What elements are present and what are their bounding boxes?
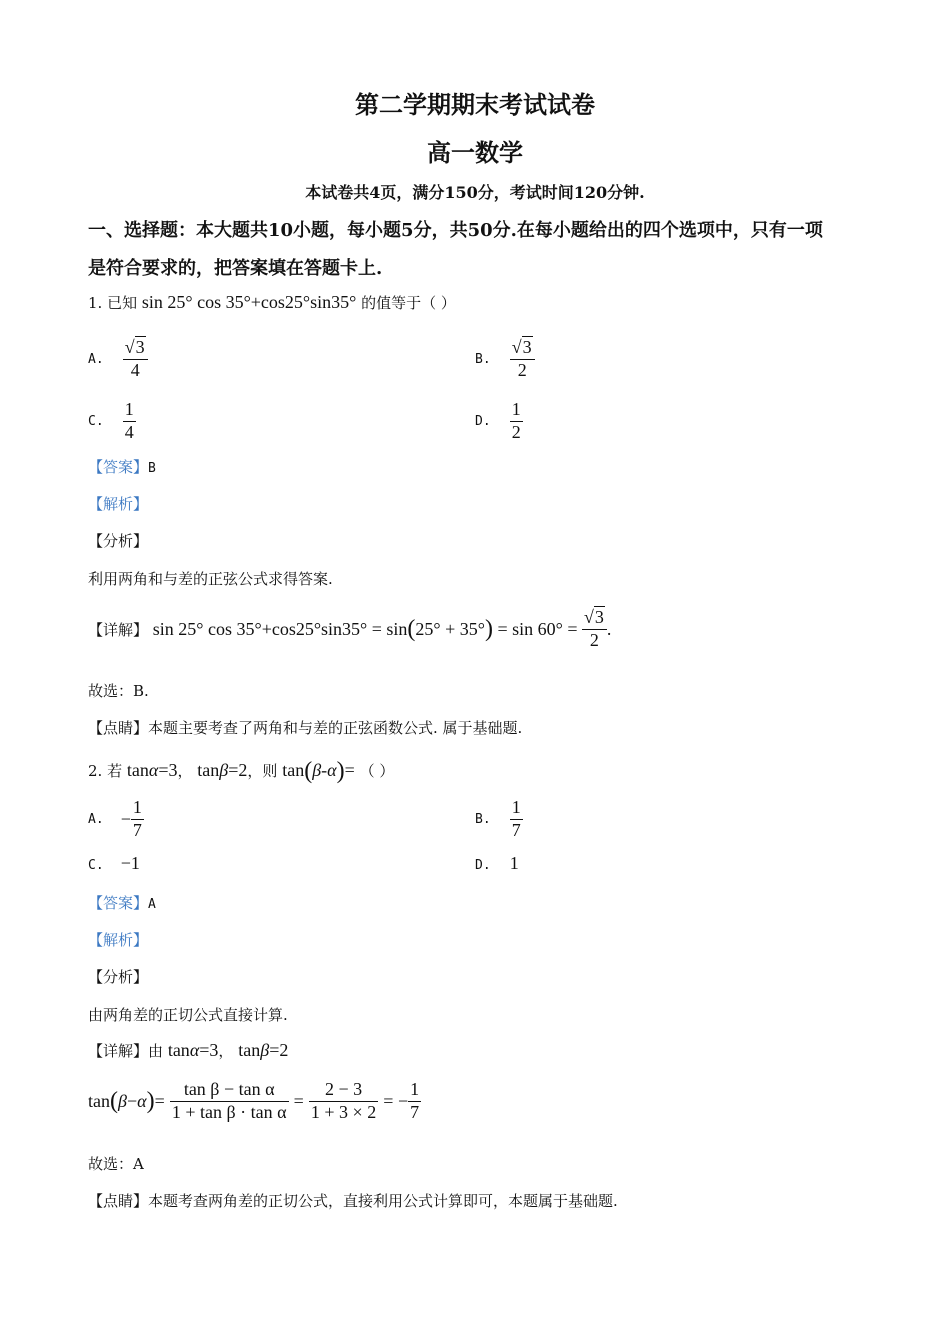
detail-tag: 【详解】 (88, 620, 149, 639)
denominator: 1 + 3 × 2 (310, 1101, 377, 1122)
denominator: 7 (132, 819, 142, 840)
radicand: 3 (135, 337, 145, 357)
section-heading-line1: 一、选择题：本大题共10小题，每小题5分，共50分.在每小题给出的四个选项中，只有一项 (88, 220, 823, 241)
option-value: −1 (120, 853, 140, 873)
q1-fenxi-text: 利用两角和与差的正弦公式求得答案. (88, 570, 333, 588)
q2-dianjing (88, 1190, 618, 1211)
dianjing-tag: 【点睛】 (88, 719, 149, 737)
denominator: 2 (511, 421, 521, 442)
q2-choice: 故选：A (88, 1155, 144, 1173)
q2-fenxi-tag: 【分析】 (88, 968, 149, 986)
tan-fn: tan (197, 760, 220, 780)
q1-option-d (475, 400, 523, 443)
beta-symbol: β (118, 1090, 127, 1111)
detail-end: . (606, 618, 612, 639)
equals: = (344, 760, 355, 780)
q2-analysis-tag: 【解析】 (88, 931, 149, 949)
tan-fn: tan (167, 1040, 190, 1060)
numerator: 1 (510, 798, 523, 820)
beta-symbol: β (219, 760, 229, 780)
denominator: 4 (130, 359, 140, 380)
result-sign: = − (383, 1090, 409, 1111)
denominator: 1 + tan β · tan α (171, 1101, 287, 1122)
q2-answer (88, 892, 156, 913)
q2-suffix: （ ） (359, 762, 395, 780)
you-text: 由 (148, 1042, 164, 1060)
radicand: 3 (522, 337, 532, 357)
equals: = (293, 1090, 304, 1111)
q2-option-b (475, 798, 523, 841)
q2-detail-formula: tan(β−α)= $\frac{\text{tan β − tan α}}{\text{1 + tan β · tan α}}$ = $\frac{2 - 3}{1 + 3 \times 2}$ = − $\frac{1}{7}$ (88, 1079, 420, 1122)
option-label: A. (88, 351, 104, 367)
dianjing-text: 本题主要考查了两角和与差的正弦函数公式. 属于基础题. (148, 719, 523, 737)
beta-symbol: β (312, 760, 322, 780)
q1-analysis-tag: 【解析】 (88, 495, 149, 513)
answer-tag: 【答案】 (88, 894, 149, 912)
numerator: 2 − 3 (309, 1080, 378, 1102)
tan-fn: tan (238, 1040, 261, 1060)
detail-expr-mid: = sin 60° = (492, 618, 582, 639)
equals: = (154, 1090, 165, 1111)
q2-fenxi-text: 由两角差的正切公式直接计算. (88, 1006, 288, 1024)
q1-detail: 【详解】 sin 25° cos 35°+cos25°sin35° = sin(25° + 35°) = sin 60° = $\frac{√3}{2}$ . (88, 607, 612, 650)
alpha-symbol: α (137, 1090, 147, 1111)
q1-option-b: B. $\frac{√3}{2}$ (475, 338, 535, 381)
option-label: C. (88, 413, 104, 429)
q2-prefix: 2. 若 (88, 762, 123, 780)
comma: ， (177, 762, 193, 780)
q2-option-d (475, 853, 519, 874)
detail-expr-left: sin 25° cos 35°+cos25°sin35° = sin (152, 618, 408, 639)
answer-tag: 【答案】 (88, 458, 149, 476)
alpha-symbol: α (189, 1040, 200, 1060)
q2-option-a (88, 798, 144, 841)
option-label: B. (475, 811, 491, 827)
option-value: 1 (509, 853, 519, 873)
tan-fn: tan (126, 760, 149, 780)
numerator: tan β − tan α (170, 1080, 289, 1102)
denominator: 4 (124, 421, 134, 442)
option-label: D. (475, 413, 491, 429)
minus: - (321, 760, 328, 780)
tan-fn: tan (88, 1090, 110, 1111)
answer-value: A (148, 897, 156, 912)
option-label: B. (475, 351, 491, 367)
question-2: 2. 若 tanα=3， tanβ=2，则 tan(β-α)= （ ） (88, 758, 395, 784)
dianjing-text: 本题考查两角差的正切公式，直接利用公式计算即可，本题属于基础题. (148, 1192, 618, 1210)
radicand: 3 (594, 607, 604, 627)
q1-suffix: 的值等于（ ） (361, 294, 456, 312)
numerator: 1 (510, 400, 523, 422)
eq-3: =3 (199, 1040, 219, 1060)
answer-value: B (148, 461, 156, 476)
detail-expr-paren: 25° + 35° (415, 618, 485, 639)
q1-fenxi-tag: 【分析】 (88, 532, 149, 550)
question-1 (88, 292, 456, 313)
dianjing-tag: 【点睛】 (88, 1192, 149, 1210)
alpha-symbol: α (327, 760, 337, 780)
alpha-symbol: α (148, 760, 159, 780)
q2-option-c (88, 853, 140, 874)
eq-3: =3 (158, 760, 178, 780)
denominator: 2 (589, 629, 599, 650)
tan-fn: tan (282, 760, 305, 780)
comma: ， (218, 1042, 234, 1060)
exam-info: 本试卷共4页，满分150分，考试时间120分钟. (305, 183, 645, 202)
ze-text: ，则 (247, 762, 278, 780)
q1-prefix: 1. 已知 (88, 294, 138, 312)
denominator: 7 (410, 1101, 420, 1122)
denominator: 7 (511, 819, 521, 840)
q1-option-c (88, 400, 136, 443)
option-label: A. (88, 811, 104, 827)
denominator: 2 (517, 359, 527, 380)
q1-answer (88, 456, 156, 477)
q1-choice: 故选：B. (88, 682, 149, 700)
option-label: C. (88, 858, 104, 873)
q1-dianjing (88, 717, 522, 738)
page-title: 第二学期期末考试试卷 (355, 90, 595, 119)
page-subtitle: 高一数学 (427, 138, 523, 167)
option-label: D. (475, 858, 491, 873)
beta-symbol: β (260, 1040, 270, 1060)
q2-detail-line1 (88, 1040, 288, 1061)
section-heading-line2: 是符合要求的，把答案填在答题卡上. (88, 258, 383, 279)
detail-tag: 【详解】 (88, 1042, 149, 1060)
sign: − (120, 808, 131, 829)
eq-2: =2 (269, 1040, 289, 1060)
numerator: 1 (131, 798, 144, 820)
numerator: 1 (123, 400, 136, 422)
q1-expression: sin 25° cos 35°+cos25°sin35° (141, 292, 357, 312)
numerator: 1 (408, 1080, 421, 1102)
q1-option-a: A. $\frac{√3}{4}$ (88, 338, 148, 381)
eq-2: =2 (228, 760, 248, 780)
